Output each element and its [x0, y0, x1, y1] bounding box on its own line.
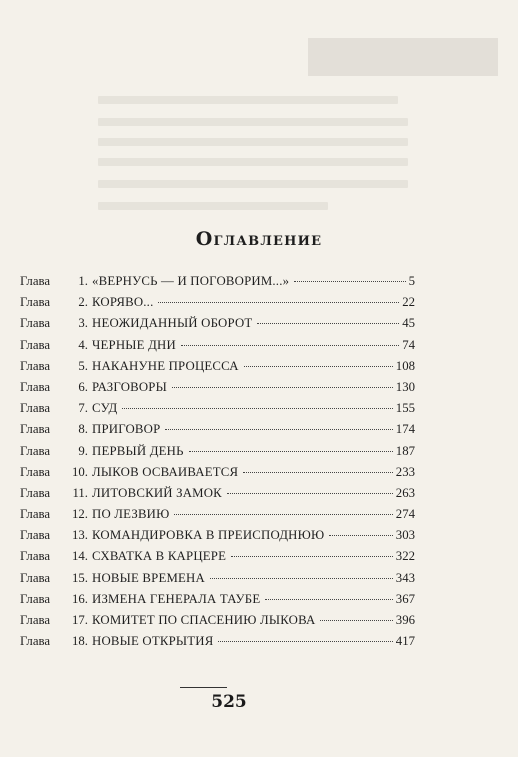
chapter-title: НЕОЖИДАННЫЙ ОБОРОТ	[92, 316, 253, 331]
chapter-number: 15.	[72, 570, 88, 585]
chapter-number: 6.	[78, 379, 88, 394]
chapter-title: НОВЫЕ ВРЕМЕНА	[92, 570, 205, 585]
chapter-label: Глава	[20, 549, 51, 564]
chapter-page: 233	[395, 464, 415, 479]
chapter-title: СУД	[92, 401, 118, 416]
chapter-label: Глава	[20, 613, 51, 627]
chapter-title: СХВАТКА В КАРЦЕРЕ	[92, 549, 227, 564]
chapter-page: 74	[402, 337, 415, 352]
toc-entry	[20, 380, 415, 401]
chapter-page: 130	[395, 379, 415, 394]
chapter-label: Глава	[20, 379, 51, 394]
toc-entry	[20, 571, 415, 592]
chapter-number: 7.	[78, 401, 88, 416]
dot-leader	[320, 619, 392, 621]
chapter-page: 155	[395, 401, 415, 416]
chapter-title: НОВЫЕ ОТКРЫТИЯ	[92, 634, 214, 649]
chapter-title: НАКАНУНЕ ПРОЦЕССА	[92, 358, 239, 373]
folio-rule	[180, 687, 227, 688]
chapter-label: Глава	[20, 422, 51, 437]
chapter-number: 17.	[72, 613, 88, 627]
chapter-page: 417	[395, 634, 415, 649]
chapter-number: 5.	[78, 358, 88, 373]
toc-entry	[20, 274, 415, 295]
chapter-number: 3.	[78, 316, 88, 331]
chapter-title: ПО ЛЕЗВИЮ	[92, 507, 170, 522]
chapter-number: 2.	[78, 295, 88, 310]
chapter-label: Глава	[20, 443, 51, 458]
page-number: 525	[211, 692, 247, 712]
dot-leader	[227, 492, 393, 494]
chapter-page: 108	[395, 358, 415, 373]
dot-leader	[181, 344, 399, 346]
chapter-label: Глава	[20, 358, 51, 373]
chapter-page: 396	[395, 613, 415, 627]
chapter-title: ПЕРВЫЙ ДЕНЬ	[92, 443, 184, 458]
toc-entry	[20, 359, 415, 380]
dot-leader	[122, 407, 392, 409]
chapter-page: 45	[402, 316, 415, 331]
chapter-page: 22	[402, 295, 415, 310]
toc-entry	[20, 507, 415, 528]
chapter-title: КОМАНДИРОВКА В ПРЕИСПОДНЮЮ	[92, 528, 325, 543]
dot-leader	[244, 365, 393, 367]
chapter-title: ЛИТОВСКИЙ ЗАМОК	[92, 485, 222, 500]
chapter-title: ЛЫКОВ ОСВАИВАЕТСЯ	[92, 464, 239, 479]
chapter-number: 8.	[78, 422, 88, 437]
chapter-number: 16.	[72, 591, 88, 606]
chapter-number: 18.	[72, 634, 88, 649]
chapter-label: Глава	[20, 295, 51, 310]
chapter-label: Глава	[20, 337, 51, 352]
dot-leader	[294, 280, 405, 282]
toc-entry	[20, 422, 415, 443]
dot-leader	[257, 322, 399, 324]
toc-entry	[20, 401, 415, 422]
chapter-title: ЧЕРНЫЕ ДНИ	[92, 337, 176, 352]
dot-leader	[158, 301, 399, 303]
chapter-page: 5	[408, 274, 415, 288]
toc-entry	[20, 338, 415, 359]
toc-entry	[20, 613, 415, 634]
chapter-title: «ВЕРНУСЬ — И ПОГОВОРИМ...»	[92, 274, 290, 288]
chapter-number: 12.	[72, 507, 88, 522]
toc-entry	[20, 486, 415, 507]
chapter-label: Глава	[20, 591, 51, 606]
dot-leader	[243, 471, 393, 473]
chapter-number: 1.	[78, 274, 88, 288]
toc-entry	[20, 634, 415, 655]
dot-leader	[265, 598, 392, 600]
dot-leader	[165, 428, 392, 430]
chapter-label: Глава	[20, 634, 51, 649]
dot-leader	[329, 534, 392, 536]
chapter-number: 14.	[72, 549, 88, 564]
toc-entry	[20, 316, 415, 337]
chapter-label: Глава	[20, 507, 51, 522]
dot-leader	[218, 640, 392, 642]
chapter-title: КОРЯВО...	[92, 295, 154, 310]
chapter-title: ИЗМЕНА ГЕНЕРАЛА ТАУБЕ	[92, 591, 261, 606]
toc-entry	[20, 592, 415, 613]
chapter-title: РАЗГОВОРЫ	[92, 379, 167, 394]
dot-leader	[210, 577, 393, 579]
table-of-contents	[20, 274, 415, 655]
chapter-number: 4.	[78, 337, 88, 352]
dot-leader	[189, 450, 393, 452]
chapter-page: 343	[395, 570, 415, 585]
chapter-page: 187	[395, 443, 415, 458]
chapter-number: 9.	[78, 443, 88, 458]
toc-entry	[20, 465, 415, 486]
chapter-page: 322	[395, 549, 415, 564]
toc-entry	[20, 528, 415, 549]
chapter-title: КОМИТЕТ ПО СПАСЕНИЮ ЛЫКОВА	[92, 613, 316, 627]
chapter-page: 263	[395, 485, 415, 500]
chapter-page: 274	[395, 507, 415, 522]
toc-entry	[20, 444, 415, 465]
dot-leader	[172, 386, 393, 388]
chapter-page: 303	[395, 528, 415, 543]
toc-entry	[20, 295, 415, 316]
chapter-number: 10.	[72, 464, 88, 479]
chapter-page: 174	[395, 422, 415, 437]
chapter-label: Глава	[20, 274, 51, 288]
dot-leader	[231, 555, 393, 557]
chapter-title: ПРИГОВОР	[92, 422, 161, 437]
dot-leader	[174, 513, 392, 515]
chapter-number: 13.	[72, 528, 88, 543]
chapter-label: Глава	[20, 464, 51, 479]
chapter-label: Глава	[20, 401, 51, 416]
chapter-label: Глава	[20, 485, 51, 500]
chapter-label: Глава	[20, 570, 51, 585]
chapter-label: Глава	[20, 316, 51, 331]
page-title: Оглавление	[195, 228, 323, 250]
toc-entry	[20, 549, 415, 570]
chapter-label: Глава	[20, 528, 51, 543]
chapter-number: 11.	[72, 485, 88, 500]
chapter-page: 367	[395, 591, 415, 606]
